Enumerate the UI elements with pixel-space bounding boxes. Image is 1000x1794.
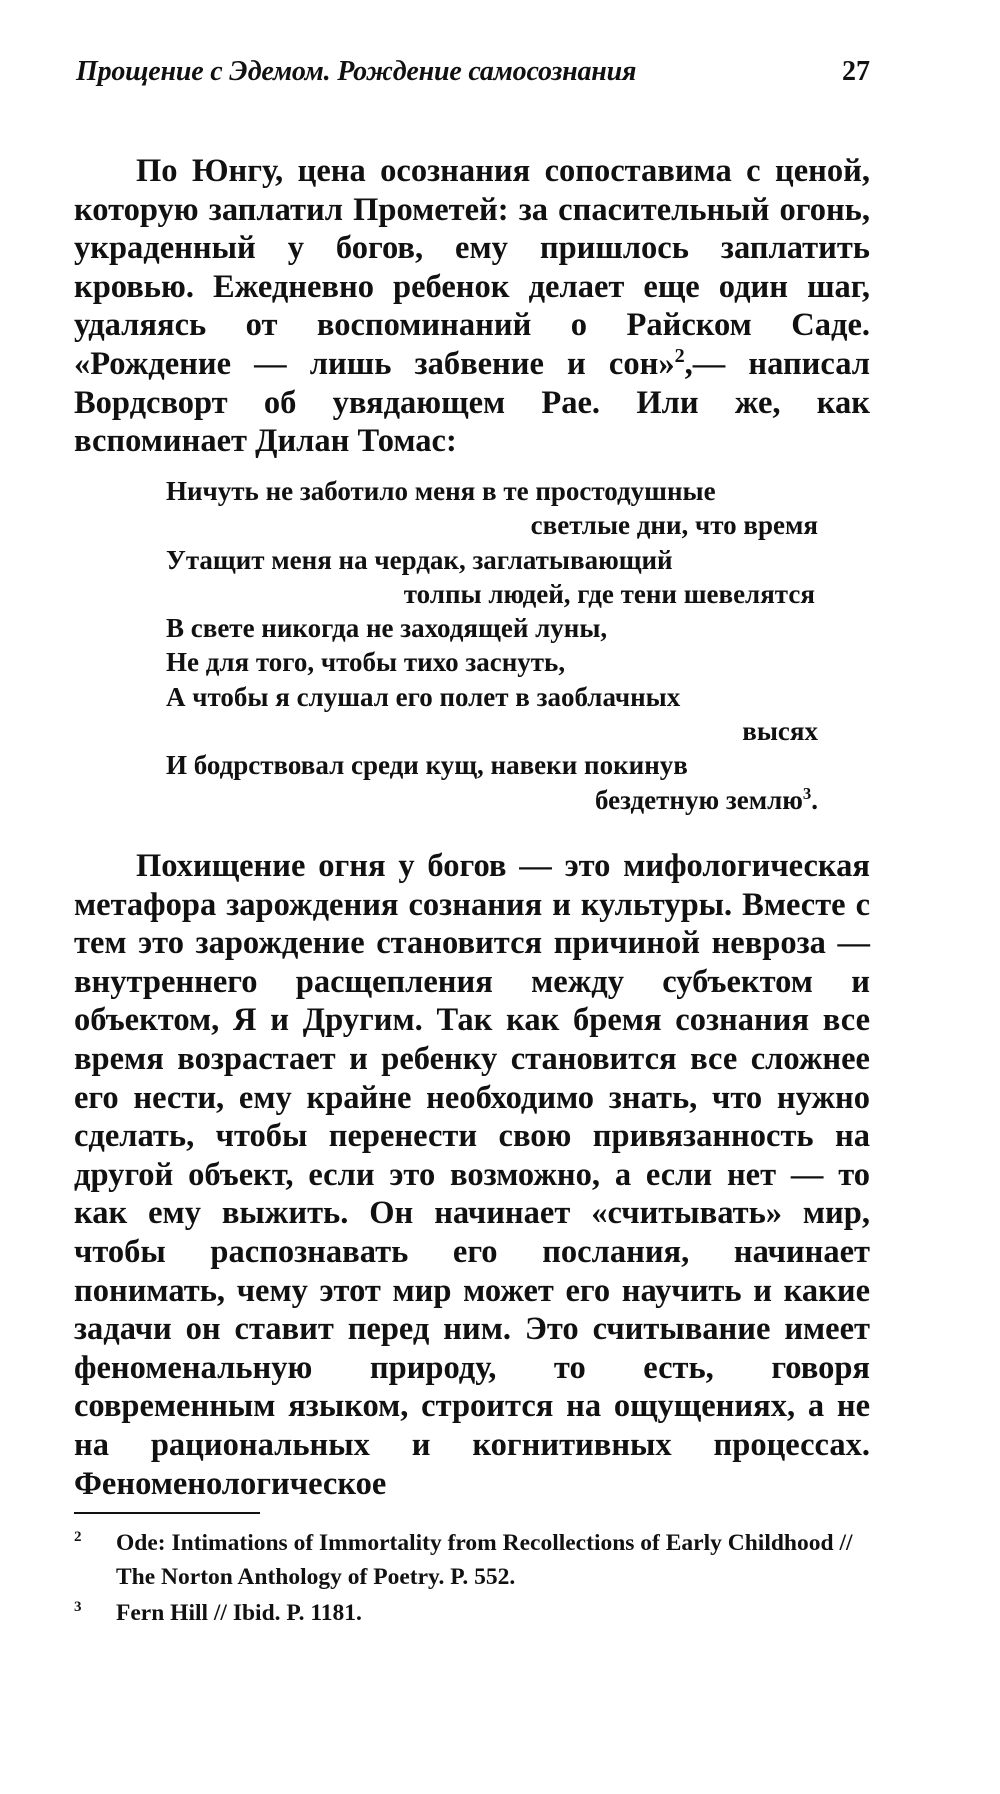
poem-line-6: И бодрствовал среди кущ, навеки покинув [166,750,688,781]
poem-line-3: В свете никогда не заходящей луны, [166,613,608,644]
poem-line-6-continuation [166,783,818,817]
paragraph-1-text: По Юнгу, цена осознания сопоставима с ценой, которую заплатил Прометей: за спасительный огонь, украденный у богов, ему пришлось заплатить кровью. Ежедневно ребенок делает еще один шаг, удаляясь от воспоминаний о Райском Саде. «Рождение — лишь забвение и сон» [74,153,870,382]
poem-line-5: А чтобы я слушал его полет в заоблачных [166,681,681,712]
poem-line-5-continuation: высях [742,716,818,747]
poem-final-period: . [811,784,818,815]
footnote-2-text: Ode: Intimations of Immortality from Recollections of Early Childhood // The Norton Anthology of Poetry. P. 552. [116,1530,853,1590]
poem-line-2: Утащит меня на чердак, заглатывающий [166,544,673,575]
running-title: Прощение с Эдемом. Рождение самосознания [76,56,637,87]
footnote-2-number: 2 [74,1529,82,1545]
footnote-3-text: Fern Hill // Ibid. P. 1181. [116,1600,362,1626]
poem-line-6-continuation-text: бездетную землю [595,784,803,815]
poem-line-2-continuation: толпы людей, где тени шевелятся [403,578,815,609]
poem-line-1-continuation: светлые дни, что время [530,510,818,541]
footnote-ref-2: 2 [674,345,685,368]
poem-quote [166,474,818,817]
footnote-divider [74,1512,260,1514]
paragraph-2: Похищение огня у богов — это мифологическая метафора зарождения сознания и культуры. Вместе с тем это зарождение становится причиной невроза — внутреннего расщепления между субъектом и объектом, Я и Другим. Так как бремя сознания все время возрастает и ребенку становится все сложнее его нести, ему крайне необходимо знать, что нужно сделать, чтобы перенести свою привязанность на другой объект, если это возможно, а если нет — то как ему выжить. Он начинает «считывать» мир, чтобы распознавать его послания, начинает понимать, чему этот мир может его научить и какие задачи он ставит перед ним. Это считывание имеет феноменальную природу, то есть, говоря современным языком, строится на ощущениях, а не на рациональных и когнитивных процессах. Феноменологическое [74,848,870,1502]
running-head [76,48,870,98]
footnote-ref-3: 3 [802,783,812,803]
paragraph-1-text-after: ,— написал Вордсворт об увядающем Рае. Или же, как вспоминает Дилан Томас: [74,345,871,460]
footnote-3 [74,1596,874,1630]
paragraph-1 [74,152,870,461]
footnote-2 [74,1526,874,1594]
poem-line-4: Не для того, чтобы тихо заснуть, [166,647,566,678]
page-number: 27 [842,56,870,87]
poem-line-1: Ничуть не заботило меня в те простодушные [166,476,716,506]
footnote-3-number: 3 [74,1599,82,1615]
